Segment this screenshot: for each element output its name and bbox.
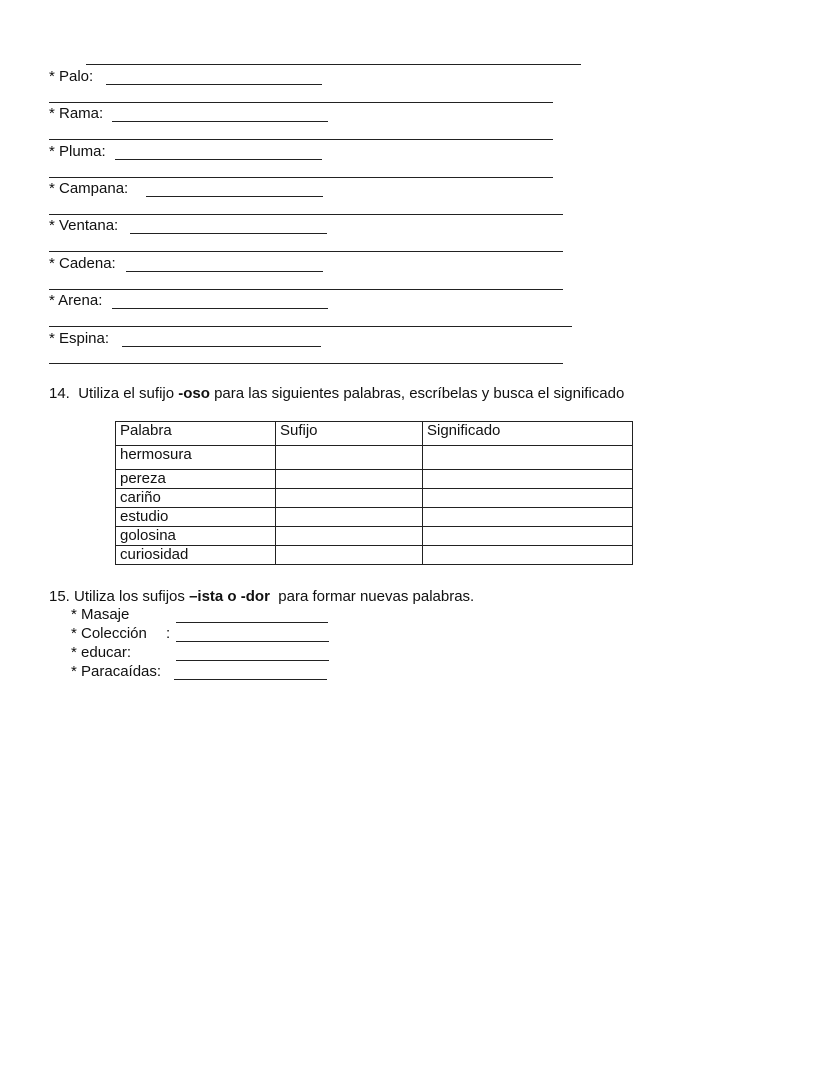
word-label-ventana: * Ventana: [49,217,119,234]
table-row [116,546,633,565]
answer-line[interactable] [49,139,553,140]
table-header-row [116,422,633,446]
word-label-educar: * educar: [71,644,132,661]
word-label-pluma: * Pluma: [49,143,106,160]
meaning-cell[interactable] [423,546,633,565]
suffix-cell[interactable] [276,508,423,527]
header-sufijo: Sufijo [276,422,423,446]
word-blank-coleccion[interactable] [176,641,329,642]
word-label-cadena: * Cadena: [49,255,116,272]
table-row [116,470,633,489]
word-cell: pereza [116,470,276,489]
word-blank-campana[interactable] [146,196,323,197]
answer-line[interactable] [49,251,563,252]
word-label-campana: * Campana: [49,180,129,197]
table-row [116,508,633,527]
meaning-cell[interactable] [423,470,633,489]
question-text: para formar nuevas palabras. [269,588,475,605]
answer-line[interactable] [49,214,563,215]
word-label-coleccion: * Colección [71,625,147,642]
word-cell: cariño [116,489,276,508]
answer-line[interactable] [49,102,553,103]
question-text: Utiliza el sufijo [78,385,179,402]
meaning-cell[interactable] [423,446,633,470]
table-row [116,489,633,508]
meaning-cell[interactable] [423,527,633,546]
word-blank-cadena[interactable] [126,271,323,272]
question-number: 14. [49,385,70,402]
suffix-cell[interactable] [276,527,423,546]
word-blank-rama[interactable] [112,121,328,122]
word-blank-paracaidas[interactable] [174,679,327,680]
suffix-table [115,421,633,565]
coleccion-colon: : [166,625,171,642]
table-row [116,527,633,546]
word-label-espina: * Espina: [49,330,110,347]
word-cell: hermosura [116,446,276,470]
word-blank-ventana[interactable] [130,233,327,234]
answer-line[interactable] [49,326,572,327]
word-blank-masaje[interactable] [176,622,328,623]
answer-line[interactable] [49,289,563,290]
question-text: Utiliza los sufijos [74,588,190,605]
word-cell: estudio [116,508,276,527]
suffix-cell[interactable] [276,546,423,565]
answer-line[interactable] [49,177,553,178]
header-palabra: Palabra [116,422,276,446]
word-label-rama: * Rama: [49,105,104,122]
suffix-cell[interactable] [276,489,423,508]
question-text: para las siguientes palabras, escríbelas y busca el significado [209,385,625,402]
question-15 [49,588,474,605]
word-cell: golosina [116,527,276,546]
word-label-arena: * Arena: [49,292,103,309]
table-row [116,446,633,470]
word-blank-palo[interactable] [106,84,322,85]
word-cell: curiosidad [116,546,276,565]
suffix-cell[interactable] [276,470,423,489]
suffix-ista-dor: –ista o -dor [189,588,270,605]
question-14 [49,385,624,402]
suffix-cell[interactable] [276,446,423,470]
word-label-masaje: * Masaje [71,606,130,623]
word-blank-pluma[interactable] [115,159,322,160]
word-label-paracaidas: * Paracaídas: [71,663,162,680]
meaning-cell[interactable] [423,508,633,527]
suffix-oso: -oso [178,385,210,402]
meaning-cell[interactable] [423,489,633,508]
answer-line[interactable] [49,363,563,364]
question-number: 15. [49,588,70,605]
word-blank-espina[interactable] [122,346,321,347]
word-blank-arena[interactable] [112,308,328,309]
answer-line[interactable] [86,64,581,65]
word-blank-educar[interactable] [176,660,329,661]
word-label-palo: * Palo: [49,68,94,85]
header-significado: Significado [423,422,633,446]
